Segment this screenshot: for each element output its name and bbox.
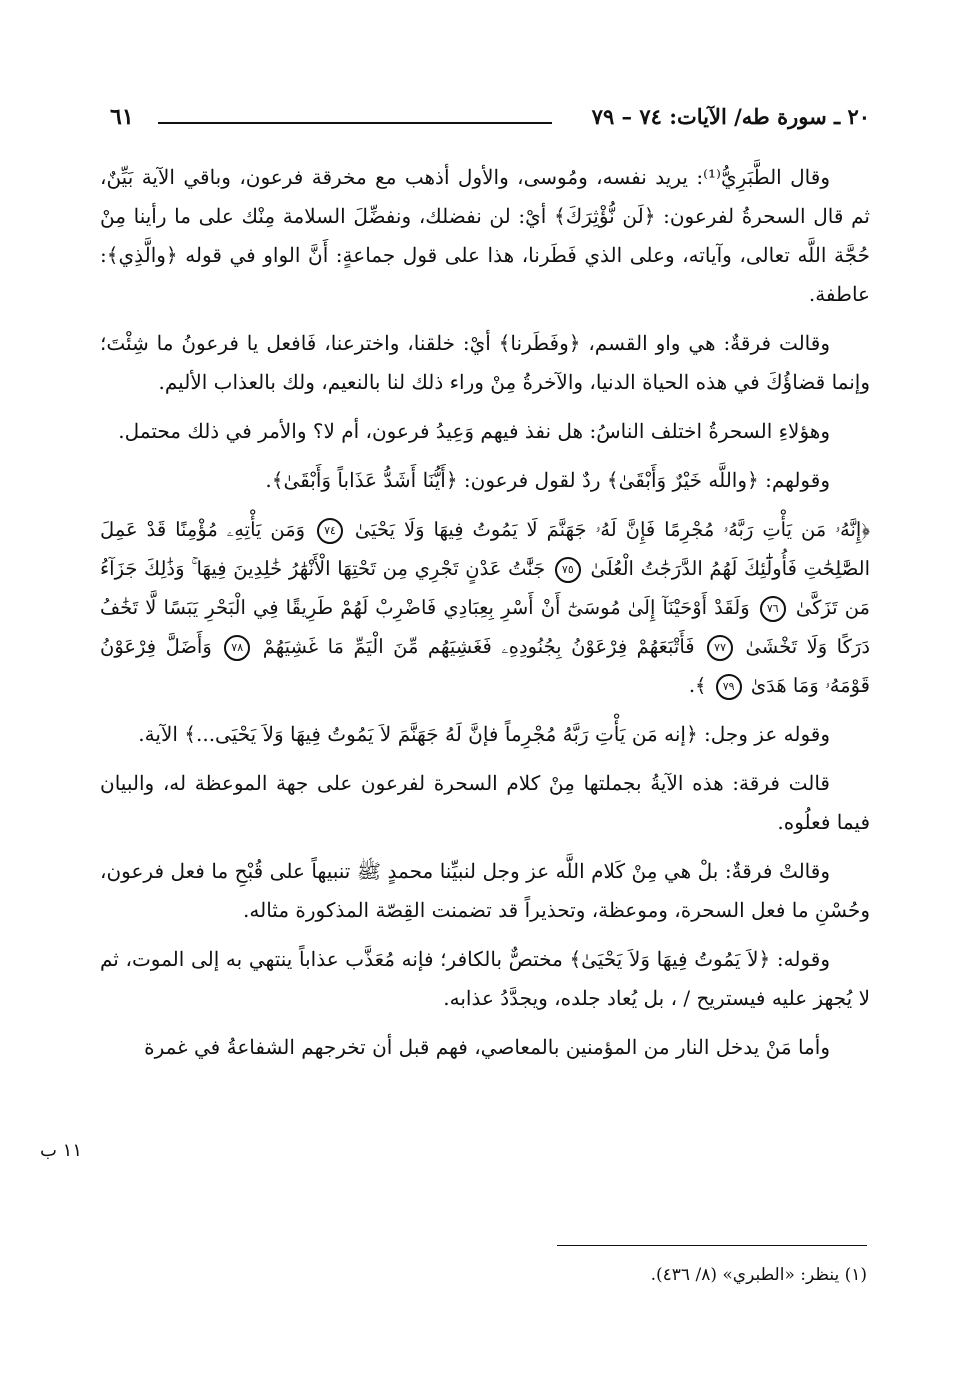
- verse-text: وَأَضَلَّ فِرْعَوْنُ قَوْمَهُۥ وَمَا هَدَىٰ: [100, 635, 870, 697]
- quran-verses: [100, 510, 870, 705]
- page-number: ٦١: [110, 104, 134, 130]
- paragraph-tabari: وقال الطَّبَرِيُّ⁽¹⁾: يريد نفسه، ومُوسى، والأول أذهب مع مخرقة فرعون، وباقي الآية بَيِّنٌ، ثم قال السحرةُ لفرعون: ﴿لَن نُّؤْثِرَكَ﴾ أيْ: لن نفضلك، ونفضِّلَ السلامة مِنْك على ما رأينا مِنْ حُجَّة اللَّه تعالى، وآياته، وعلى الذي فَطَرنا، هذا على قول جماعةٍ: أَنَّ الواو في قوله ﴿والَّذِي﴾: عاطفة.: [100, 165, 870, 306]
- ayah-number-icon: ٧٥: [555, 557, 581, 583]
- header-rule: [158, 122, 552, 124]
- paragraph-another-group: وقالتْ فرقةٌ: بلْ هي مِنْ كَلام اللَّه عز وجل لنبيِّنا محمدٍ ﷺ تنبيهاً على قُبْحِ ما فعل فرعون، وحُسْنِ ما فعل السحرة، وموعظة، وتحذيراً قد تضمنت القِصّة المذكورة مثاله.: [100, 859, 870, 922]
- footnote-rule: [557, 1245, 867, 1246]
- paragraph-group-said: قالت فرقة: هذه الآيةُ بجملتها مِنْ كلام السحرة لفرعون على جهة الموعظة له، والبيان فيما فعلُوه.: [100, 771, 870, 834]
- paragraph-their-saying: وقولهم: ﴿واللَّه خَيْرٌ وَأَبْقَىٰ﴾ ردٌ لقول فرعون: ﴿أَيُّنَا أَشَدُّ عَذَاباً وَأَبْقَىٰ﴾.: [265, 468, 830, 492]
- running-title: ٢٠ ـ سورة طه/ الآيات: ٧٤ – ٧٩: [591, 104, 870, 129]
- verse-text: وَمَن يَأْتِهِۦ مُؤْمِنًا قَدْ عَمِلَ الصَّٰلِحَٰتِ فَأُولَٰٓئِكَ لَهُمُ الدَّرَجَٰتُ الْعُلَىٰ: [100, 518, 870, 580]
- verse-text: جَنَّٰتُ عَدْنٍ تَجْرِي مِن تَحْتِهَا الْأَنْهَٰرُ خَٰلِدِينَ فِيهَا ۚ وَذَٰلِكَ جَزَآءُ مَن تَزَكَّىٰ: [100, 557, 870, 619]
- paragraph-neither-dies: وقوله: ﴿لاَ يَمُوتُ فِيهَا وَلاَ يَحْيَىٰ﴾ مختصٌّ بالكافر؛ فإنه مُعَذَّب عذاباً ينتهي به إلى الموت، ثم لا يُجهز عليه فيستريح / ، بل يُعاد جلده، ويجدَّدُ عذابه.: [100, 947, 870, 1010]
- ayah-number-icon: ٧٨: [224, 635, 250, 661]
- footnote: (١) ينظر: «الطبري» (٨/ ٤٣٦).: [650, 1265, 867, 1285]
- verse-text: ﴿إِنَّهُۥ مَن يَأْتِ رَبَّهُۥ مُجْرِمًا فَإِنَّ لَهُۥ جَهَنَّمَ لَا يَمُوتُ فِيهَا وَلَا يَحْيَىٰ: [354, 518, 870, 541]
- page-body: [100, 158, 870, 1077]
- ayah-number-icon: ٧٤: [317, 518, 343, 544]
- paragraph-sorcerers: وهؤلاءِ السحرةُ اختلف الناسُ: هل نفذ فيهم وَعِيدُ فرعون، أم لا؟ والأمر في ذلك محتمل.: [118, 419, 830, 443]
- ayah-number-icon: ٧٦: [760, 596, 786, 622]
- ayah-number-icon: ٧٧: [707, 635, 733, 661]
- verse-text: وَلَقَدْ أَوْحَيْنَآ إِلَىٰ مُوسَىٰٓ أَنْ أَسْرِ بِعِبَادِي فَاضْرِبْ لَهُمْ طَرِيقًا فِي الْبَحْرِ يَبَسًا لَّا تَخَٰفُ دَرَكًا وَلَا تَخْشَىٰ: [100, 596, 871, 658]
- paragraph-oath-waw: وقالت فرقةٌ: هي واو القسم، ﴿وفَطَرنا﴾ أيْ: خلقنا، واخترعنا، فَافعل يا فرعونُ ما شِئْتَ؛ وإنما قضاؤُكَ في هذه الحياة الدنيا، والآخرةُ مِنْ وراء ذلك لنا بالنعيم، ولك بالعذاب الأليم.: [100, 331, 870, 394]
- margin-folio-note: ١١ ب: [40, 1140, 83, 1161]
- page-header: [110, 104, 870, 144]
- ayah-number-icon: ٧٩: [716, 674, 742, 700]
- paragraph-his-saying: وقوله عز وجل: ﴿إنه مَن يَأْتِ رَبَّهُ مُجْرِماً فإنَّ لَهُ جَهَنَّمَ لاَ يَمُوتُ فِيهَا وَلاَ يَحْيَى...﴾ الآية.: [138, 722, 830, 746]
- paragraph-believers: وأما مَنْ يدخل النار من المؤمنين بالمعاصي، فهم قبل أن تخرجهم الشفاعةُ في غمرة: [144, 1035, 830, 1059]
- verse-end-bracket: ﴾.: [688, 674, 707, 697]
- verse-text: فَأَتْبَعَهُمْ فِرْعَوْنُ بِجُنُودِهِۦ فَغَشِيَهُم مِّنَ الْيَمِّ مَا غَشِيَهُمْ: [262, 635, 695, 658]
